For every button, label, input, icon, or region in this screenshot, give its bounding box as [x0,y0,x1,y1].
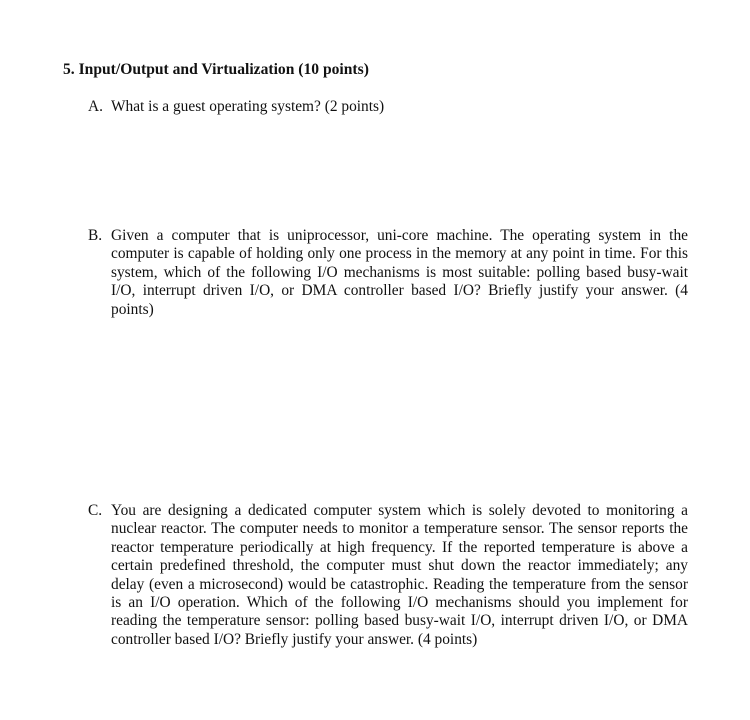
question-b-letter: B. [88,227,103,244]
question-a-text: What is a guest operating system? (2 points) [111,98,385,115]
question-a [88,98,688,116]
question-c-letter: C. [88,502,103,519]
question-a-letter: A. [88,98,103,115]
section-title: 5. Input/Output and Virtualization (10 points) [63,61,369,78]
question-b [88,227,688,319]
question-c-text: You are designing a dedicated computer system which is solely devoted to monitoring a nuclear reactor. The computer needs to monitor a temperature sensor. The sensor reports the reactor temperature periodically at high frequency. If the reported temperature is above a certain predefined threshold, the computer must shut down the reactor immediately; any delay (even a microsecond) would be catastrophic. Reading the temperature from the sensor is an I/O operation. Which of the following I/O mechanisms should you implement for reading the temperature sensor: polling based busy-wait I/O, interrupt driven I/O, or DMA controller based I/O? Briefly justify your answer. (4 points) [111,502,688,648]
question-b-text: Given a computer that is uniprocessor, uni-core machine. The operating system in the computer is capable of holding only one process in the memory at any point in time. For this system, which of the following I/O mechanisms is most suitable: polling based busy-wait I/O, interrupt driven I/O, or DMA controller based I/O? Briefly justify your answer. (4 points) [111,227,688,318]
question-c [88,502,688,649]
